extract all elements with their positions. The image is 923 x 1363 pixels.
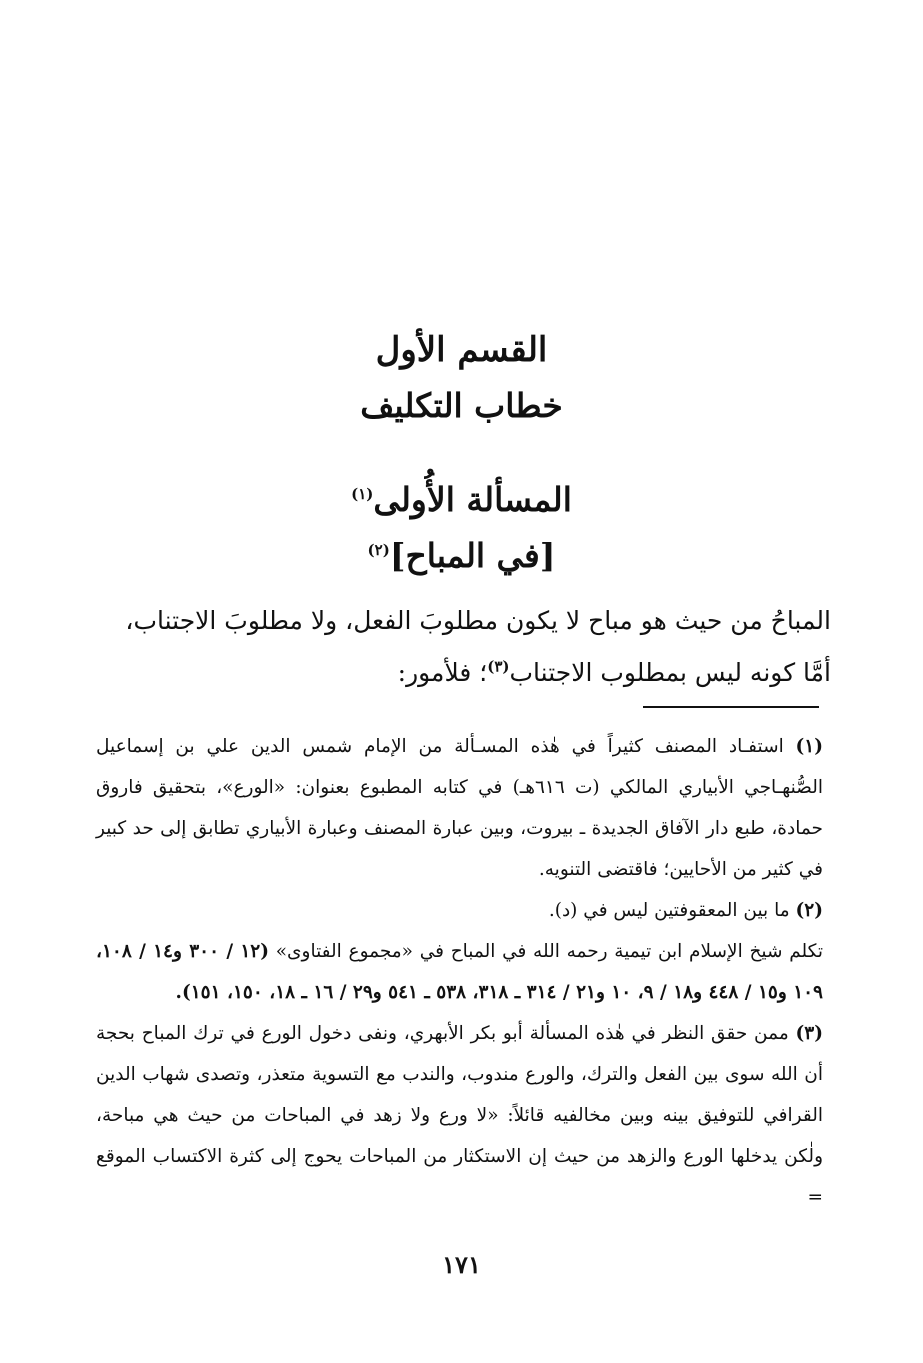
footnote-3-number: (٣) <box>795 1023 823 1044</box>
footnote-marker-1[interactable]: (١) <box>351 485 374 503</box>
issue-title-text: المسألة الأُولى <box>373 480 572 519</box>
topic-title <box>0 536 923 576</box>
body-line-2-b: ؛ فلأمور: <box>397 658 488 687</box>
footnote-2-text: ما بين المعقوفتين ليس في (د). <box>548 900 790 921</box>
section-title: خطاب التكليف <box>360 386 563 425</box>
footnote-2-references: (١٢ / ٣٠٠ و١٤ / ١٠٨، ١٠٩ و١٥ / ٤٤٨ و١٨ / ٩، ١٠ و٢١ / ٣١٤ ـ ٣١٨، ٥٣٨ ـ ٥٤١ و٢٩ / ١٦ ـ ١٨، ١٥٠، ١٥١). <box>96 941 823 1003</box>
footnote-marker-3[interactable]: (٣) <box>487 657 510 676</box>
footnote-2-cont-text: تكلم شيخ الإسلام ابن تيمية رحمه الله في المباح في «مجموع الفتاوى» <box>275 941 824 962</box>
footnote-2 <box>96 890 823 931</box>
footnotes <box>96 726 823 1218</box>
topic-title-text: [في المباح] <box>389 536 556 575</box>
body-line-1: المباحُ من حيث هو مباح لا يكون مطلوبَ الفعل، ولا مطلوبَ الاجتناب، <box>125 606 831 635</box>
footnote-2-continued <box>96 931 823 1013</box>
page-number: ١٧١ <box>442 1250 481 1279</box>
body-line-2-a: أمَّا كونه ليس بمطلوب الاجتناب <box>509 658 831 687</box>
footnote-1-number: (١) <box>795 736 823 757</box>
footnote-3-text: ممن حقق النظر في هٰذه المسألة أبو بكر الأبهري، ونفى دخول الورع في ترك المباح بحجة أن الله سوى بين الفعل والترك، والورع مندوب، والندب مع التسوية متعذر، وتصدى شهاب الدين القرافي للتوفيق بينه وبين مخالفيه قائلاً: «لا ورع ولا زهد في المباحات من حيث هي مباحة، ولٰكن يدخلها الورع والزهد من حيث إن الاستكثار من المباحات يحوج إلى كثرة الاكتساب الموقع = <box>96 1023 823 1208</box>
footnote-separator <box>643 706 819 708</box>
body-text <box>92 595 831 699</box>
part-title: القسم الأول <box>375 330 548 370</box>
body-line-2 <box>92 647 831 699</box>
footnote-marker-2[interactable]: (٢) <box>367 541 390 559</box>
footnote-2-number: (٢) <box>795 900 823 921</box>
footnote-3 <box>96 1013 823 1218</box>
issue-title <box>0 480 923 520</box>
footnote-1 <box>96 726 823 890</box>
footnote-1-text: استفـاد المصنف كثيراً في هٰذه المسـألة من الإمام شمس الدين علي بن إسماعيل الصُّنهـاجي الأبياري المالكي (ت ٦١٦هـ) في كتابه المطبوع بعنوان: «الورع»، بتحقيق فاروق حمادة، طبع دار الآفاق الجديدة ـ بيروت، وبين عبارة المصنف وعبارة الأبياري تطابق إلى حد كبير في كثير من الأحايين؛ فاقتضى التنويه. <box>96 736 823 880</box>
